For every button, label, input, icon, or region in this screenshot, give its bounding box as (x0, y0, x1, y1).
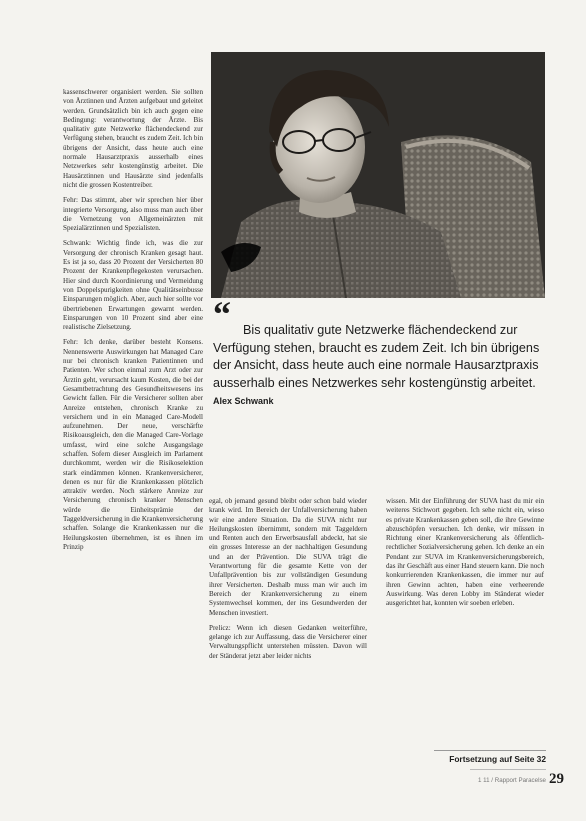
paragraph-text: Ich denke, darüber besteht Konsens. Nennenswerte Auswirkungen hat Managed Care nur bei chronisch kranken Patientinnen und Patienten. Wer schon einmal zum Arzt oder zur Ärztin geht, verursacht kaum Kosten, die bei der Gesamtbetrachtung des Gesundheitswesens ins Gewicht fallen. Für die Versicherer sollten aber Anreize entstehen, chronisch Kranke zu versichern und in ein Managed Care-Modell aufzunehmen. Der neue, verschärfte Risikoausgleich, den die Managed Care-Vorlage umfasst, wird eine solche Ausgangslage schaffen. Sofern dieser Ausgleich im Parlament durchkommt, werden wir die Risikoselektion stark eindämmen können. Krankenversicherer, denen es nur für die Krankenkassen plötzlich attraktiv werden. Noch stärkere Anreize zur Versicherung chronisch kranker Menschen würde die Einheitsprämie der Taggeldversicherung in die Krankenversicherung schaffen. Solange die Krankenkassen nur die Heilungskosten übernehmen, ist es ihnen im Prinzip (63, 338, 203, 551)
paragraph-text: Das stimmt, aber wir sprechen hier über integrierte Versorgung, also muss man auch über die Vernetzung von Allgemeinärzten mit Spezialärztinnen und Spezialisten. (63, 196, 203, 233)
pull-quote-author: Alex Schwank (213, 396, 274, 407)
page-number: 29 (549, 771, 564, 787)
portrait-illustration (211, 52, 545, 298)
footer-divider (470, 769, 546, 770)
speaker-label: Prelicz: (209, 623, 231, 632)
continued-notice: Fortsetzung auf Seite 32 (434, 750, 546, 764)
speaker-label: Schwank: (63, 239, 91, 248)
mid-paragraph-2 (209, 624, 367, 661)
speaker-label: Fehr: (63, 338, 78, 347)
speaker-label: Fehr: (63, 196, 78, 205)
left-text-column (63, 88, 203, 552)
pull-quote (213, 302, 553, 411)
portrait-photo (211, 52, 545, 298)
left-paragraph-1: kassenschwerer organisiert werden. Sie sollten von Ärztinnen und Ärzten aufgebaut und geleitet werden. Grundsätzlich bin ich auch gegen eine Bedingung: verantwortung der Ärzte. Bis qualitativ gute Netzwerke flächendeckend zur Verfügung stehen, braucht es zudem Zeit. Ich bin übrigens der Ansicht, dass heute auch eine normale Hausarztpraxis ausserhalb eines Netzwerkes sehr kostengünstig arbeitet. Die Hausärztinnen und Hausärzte sind jedenfalls nicht die grossen Kostentreiber. (63, 88, 203, 189)
left-paragraph-3 (63, 239, 203, 332)
left-paragraph-4 (63, 338, 203, 552)
mid-paragraph-1: egal, ob jemand gesund bleibt oder schon bald wieder krank wird. Im Bereich der Unfallversicherung haben wir eine andere Situation. Da die SUVA nicht nur Heilungskosten übernimmt, sondern mit Taggeldern und Renten auch den Erwerbsausfall abdeckt, hat sie ein grosses Interesse an der nachhaltigen Gesundung und an der Prävention. Die SUVA trägt die Verantwortung für die gesamte Kette von der Unfallprävention bis zur vollständigen Gesundung ihrer Versicherten. Deshalb muss man wir auch im Bereich der Krankenversicherung zu einem Systemwechsel kommen, der ins Gesundwerden der Menschen investiert. (209, 497, 367, 617)
right-text-column (386, 497, 544, 609)
left-paragraph-2 (63, 196, 203, 233)
pull-quote-text: Bis qualitativ gute Netzwerke flächendeckend zur Verfügung stehen, braucht es zudem Zeit. Ich bin übrigens der Ansicht, dass heute auch eine normale Hausarztpraxis ausserhalb eines Netzwerkes sehr kostengünstig arbeitet. (213, 323, 540, 390)
quote-mark: “ (213, 294, 231, 334)
middle-text-column (209, 497, 367, 661)
paragraph-text: Wichtig finde ich, was die zur Versorgung der chronisch Kranken gesagt haut. Es ist ja so, dass 20 Prozent der Versicherten 80 Prozent der Krankenpflegekosten verursachen. Hier sind durch Koordinierung und Vermeidung von Doppelspurigkeiten ohne Qualitätseinbusse Einsparungen möglich. Aber, auch hier sollte vor übertriebenen Erwartungen gewarnt werden. Einsparungen von 10 Prozent sind aber eine realistische Zielsetzung. (63, 239, 203, 332)
pull-quote-body (213, 302, 553, 411)
paragraph-text: Wenn ich diesen Gedanken weiterführe, gelange ich zur Auffassung, dass die Versicherer einer Verwaltungspflicht unterstehen müssten. Davon will der Ständerat jetzt aber leider nichts (209, 623, 367, 660)
footer-magazine: 1 11 / Rapport Paracelse (478, 777, 546, 784)
right-paragraph-1: wissen. Mit der Einführung der SUVA hast du mir ein weiteres Stichwort gegeben. Ich sehe nicht ein, wieso es private Krankenkassen geben soll, die ihre Gewinne abzuschöpfen versuchen. Ich denke, wir müssen in Richtung einer Krankenversicherung als öffentlich-rechtlicher Sozialversicherung gehen. Ich denke an ein Pendant zur SUVA im Krankenversicherungsbereich, das ihr Geschäft aus einer Hand steuern kann. Die noch konkurrierenden Krankenkassen, die immer nur auf ihren Gewinn achten, haben eine verheerende Auswirkung. Was deren Lobby im Ständerat wieder ausgerichtet hat, konnten wir soeben erleben. (386, 497, 544, 608)
